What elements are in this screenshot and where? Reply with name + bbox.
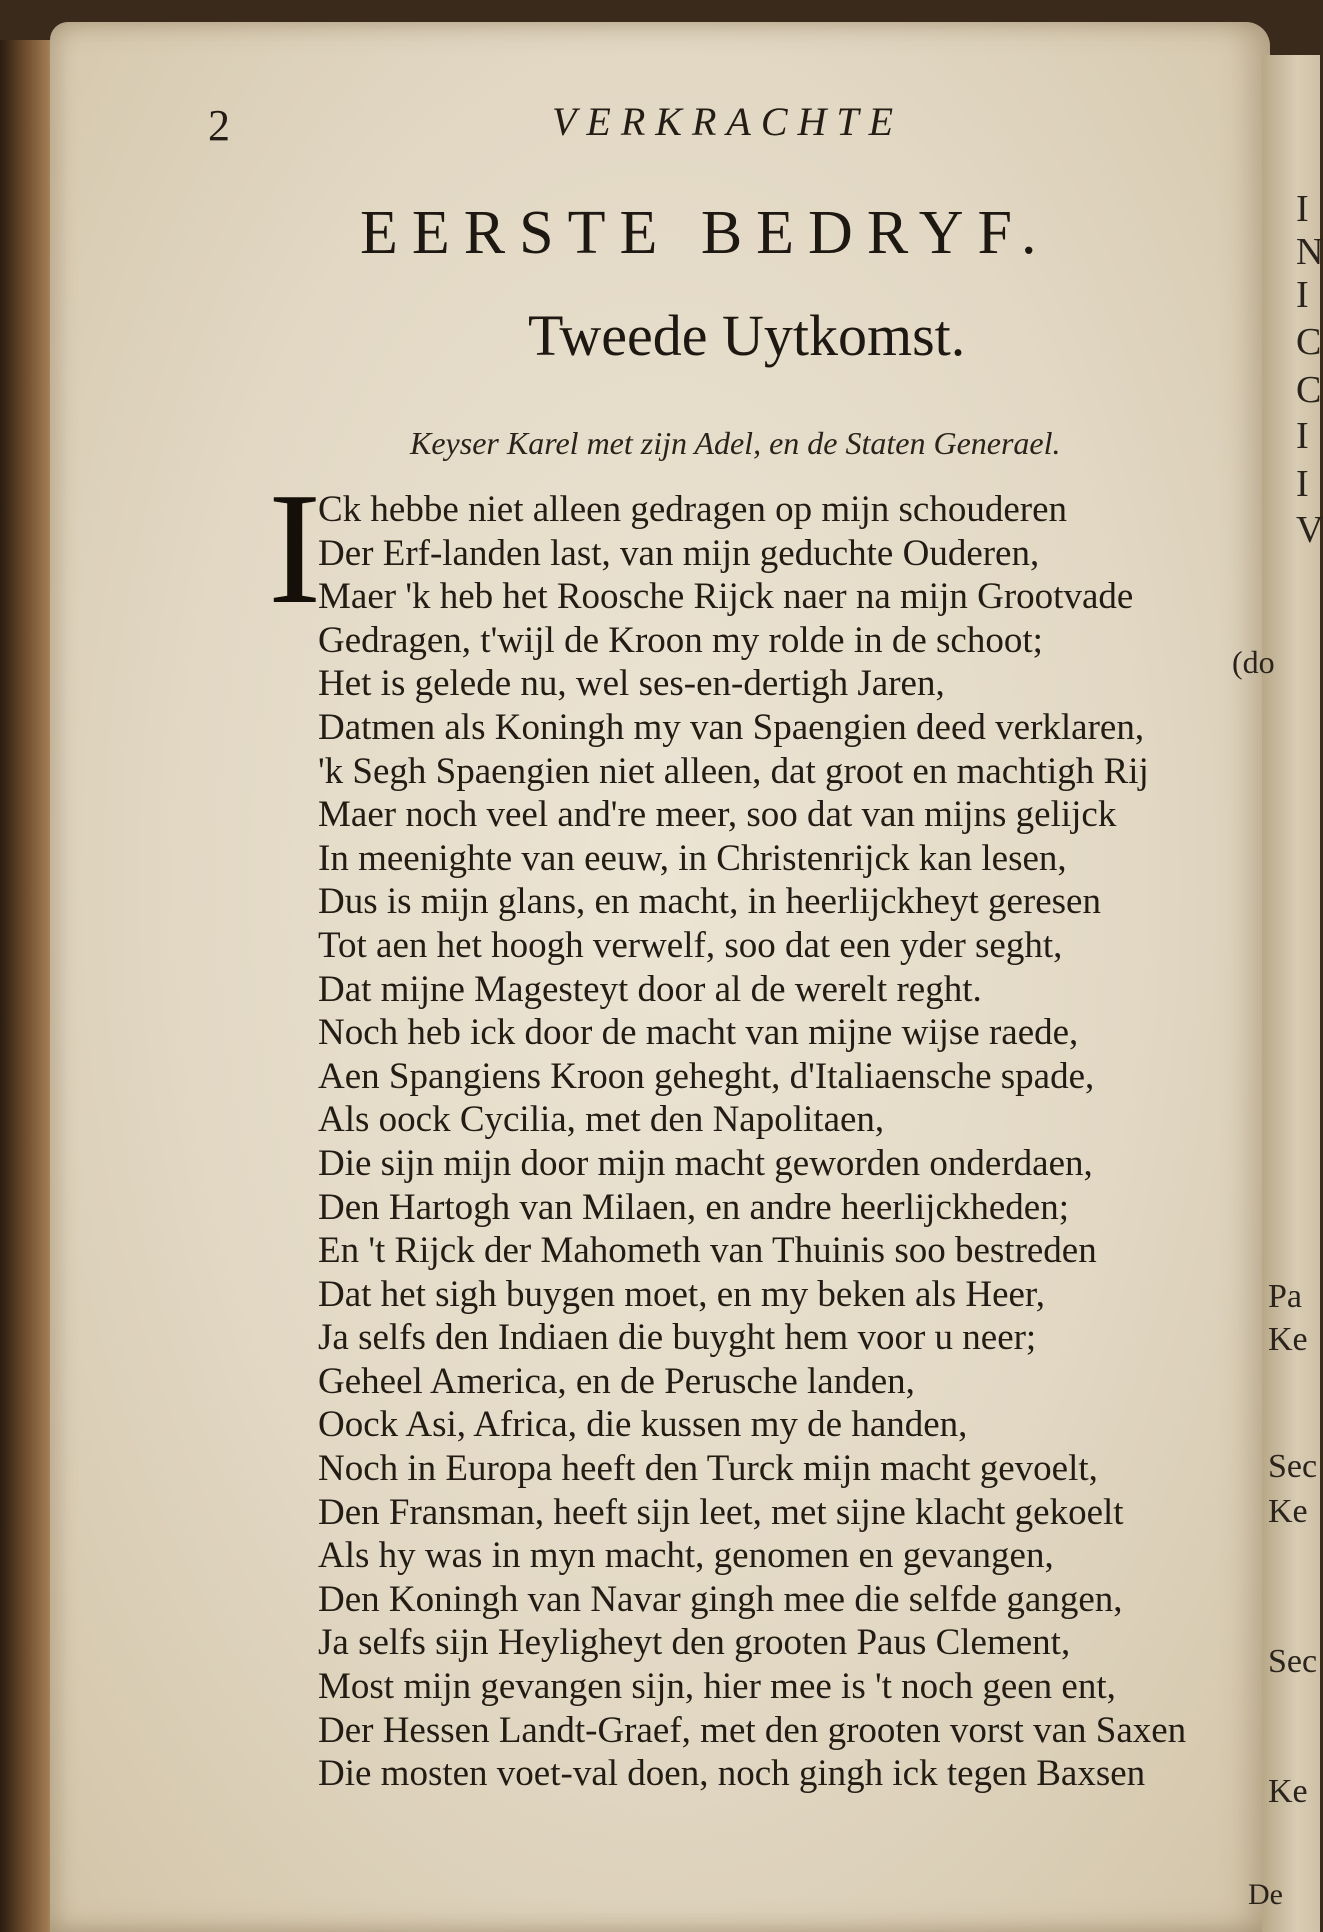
- verse-line: Noch in Europa heeft den Turck mijn macht gevoelt,: [318, 1448, 1098, 1490]
- next-page-word: Ke: [1268, 1773, 1308, 1810]
- side-note: (do: [1232, 644, 1275, 680]
- verse-line: Maer 'k heb het Roosche Rijck naer na mijn Grootvade: [318, 576, 1134, 618]
- verse-line: Most mijn gevangen sijn, hier mee is 't noch geen ent,: [318, 1666, 1116, 1708]
- verse-line: Ck hebbe niet alleen gedragen op mijn schouderen: [318, 489, 1067, 530]
- verse-line: Der Hessen Landt-Graef, met den grooten vorst van Saxen: [318, 1709, 1187, 1751]
- next-page-word: Pa: [1268, 1278, 1302, 1315]
- verse-line: Dat het sigh buygen moet, en my beken als Heer,: [318, 1273, 1046, 1315]
- verse-line: 'k Segh Spaengien niet alleen, dat groot en machtigh Rij: [318, 750, 1149, 792]
- next-page-initial: C: [1296, 369, 1322, 411]
- verse-line: Die sijn mijn door mijn macht geworden onderdaen,: [318, 1142, 1093, 1184]
- running-head: VERKRACHTE: [552, 99, 904, 144]
- verse-line: Die mosten voet-val doen, noch gingh ick tegen Baxsen: [318, 1753, 1146, 1795]
- verse-line: Gedragen, t'wijl de Kroon my rolde in de schoot;: [318, 619, 1043, 661]
- next-page-word: Ke: [1268, 1321, 1308, 1358]
- next-page-initial: N: [1296, 231, 1323, 273]
- verse-line: Noch heb ick door de macht van mijne wijse raede,: [318, 1012, 1079, 1054]
- verse-block: [318, 488, 1278, 1796]
- section-title: EERSTE BEDRYF.: [360, 199, 1051, 267]
- speakers-line: Keyser Karel met zijn Adel, en de Staten Generael.: [410, 425, 1061, 461]
- verse-line: Den Hartogh van Milaen, en andre heerlijckheden;: [318, 1186, 1070, 1228]
- verse-line: Het is gelede nu, wel ses-en-dertigh Jaren,: [318, 663, 945, 705]
- next-page-initial: I: [1296, 188, 1309, 230]
- verse-line: Dus is mijn glans, en macht, in heerlijckheyt geresen: [318, 881, 1101, 923]
- verse-line: Maer noch veel and're meer, soo dat van mijns gelijck: [318, 794, 1117, 836]
- verse-line: Ja selfs den Indiaen die buyght hem voor u neer;: [318, 1317, 1037, 1359]
- next-page-initial: I: [1296, 274, 1309, 316]
- verse-line: Den Koningh van Navar gingh mee die selfde gangen,: [318, 1578, 1123, 1620]
- verse-line: En 't Rijck der Mahometh van Thuinis soo bestreden: [318, 1230, 1097, 1272]
- next-page-word: Ke: [1268, 1493, 1308, 1530]
- scene-subtitle: Tweede Uytkomst.: [528, 303, 966, 368]
- verse-line: Aen Spangiens Kroon geheght, d'Italiaensche spade,: [318, 1055, 1095, 1097]
- verse-line: Der Erf-landen last, van mijn geduchte Ouderen,: [318, 532, 1040, 574]
- verse-line: Als hy was in myn macht, genomen en gevangen,: [318, 1535, 1054, 1577]
- next-page-initial: I: [1296, 463, 1309, 505]
- catchword: De: [1248, 1878, 1283, 1911]
- next-page-initial: I: [1296, 415, 1309, 457]
- verse-line: Geheel America, en de Perusche landen,: [318, 1360, 915, 1402]
- verse-line: Ja selfs sijn Heyligheyt den grooten Paus Clement,: [318, 1622, 1071, 1664]
- verse-line: Den Fransman, heeft sijn leet, met sijne klacht gekoelt: [318, 1491, 1124, 1533]
- next-page-word: Sec: [1268, 1448, 1318, 1485]
- verse-line: Als oock Cycilia, met den Napolitaen,: [318, 1099, 885, 1141]
- verse-line: Oock Asi, Africa, die kussen my de handen,: [318, 1404, 968, 1446]
- verse-line: Datmen als Koningh my van Spaengien deed verklaren,: [318, 706, 1145, 748]
- verse-line: Dat mijne Magesteyt door al de werelt reght.: [318, 968, 982, 1010]
- next-page-initial: C: [1296, 321, 1322, 363]
- drop-cap: I: [268, 459, 322, 637]
- next-page-word: Sec: [1268, 1643, 1318, 1680]
- next-page-initial: V: [1296, 509, 1323, 551]
- verse-line: In meenighte van eeuw, in Christenrijck kan lesen,: [318, 837, 1067, 879]
- verse-line: Tot aen het hoogh verwelf, soo dat een yder seght,: [318, 924, 1063, 966]
- page-number: 2: [208, 101, 230, 150]
